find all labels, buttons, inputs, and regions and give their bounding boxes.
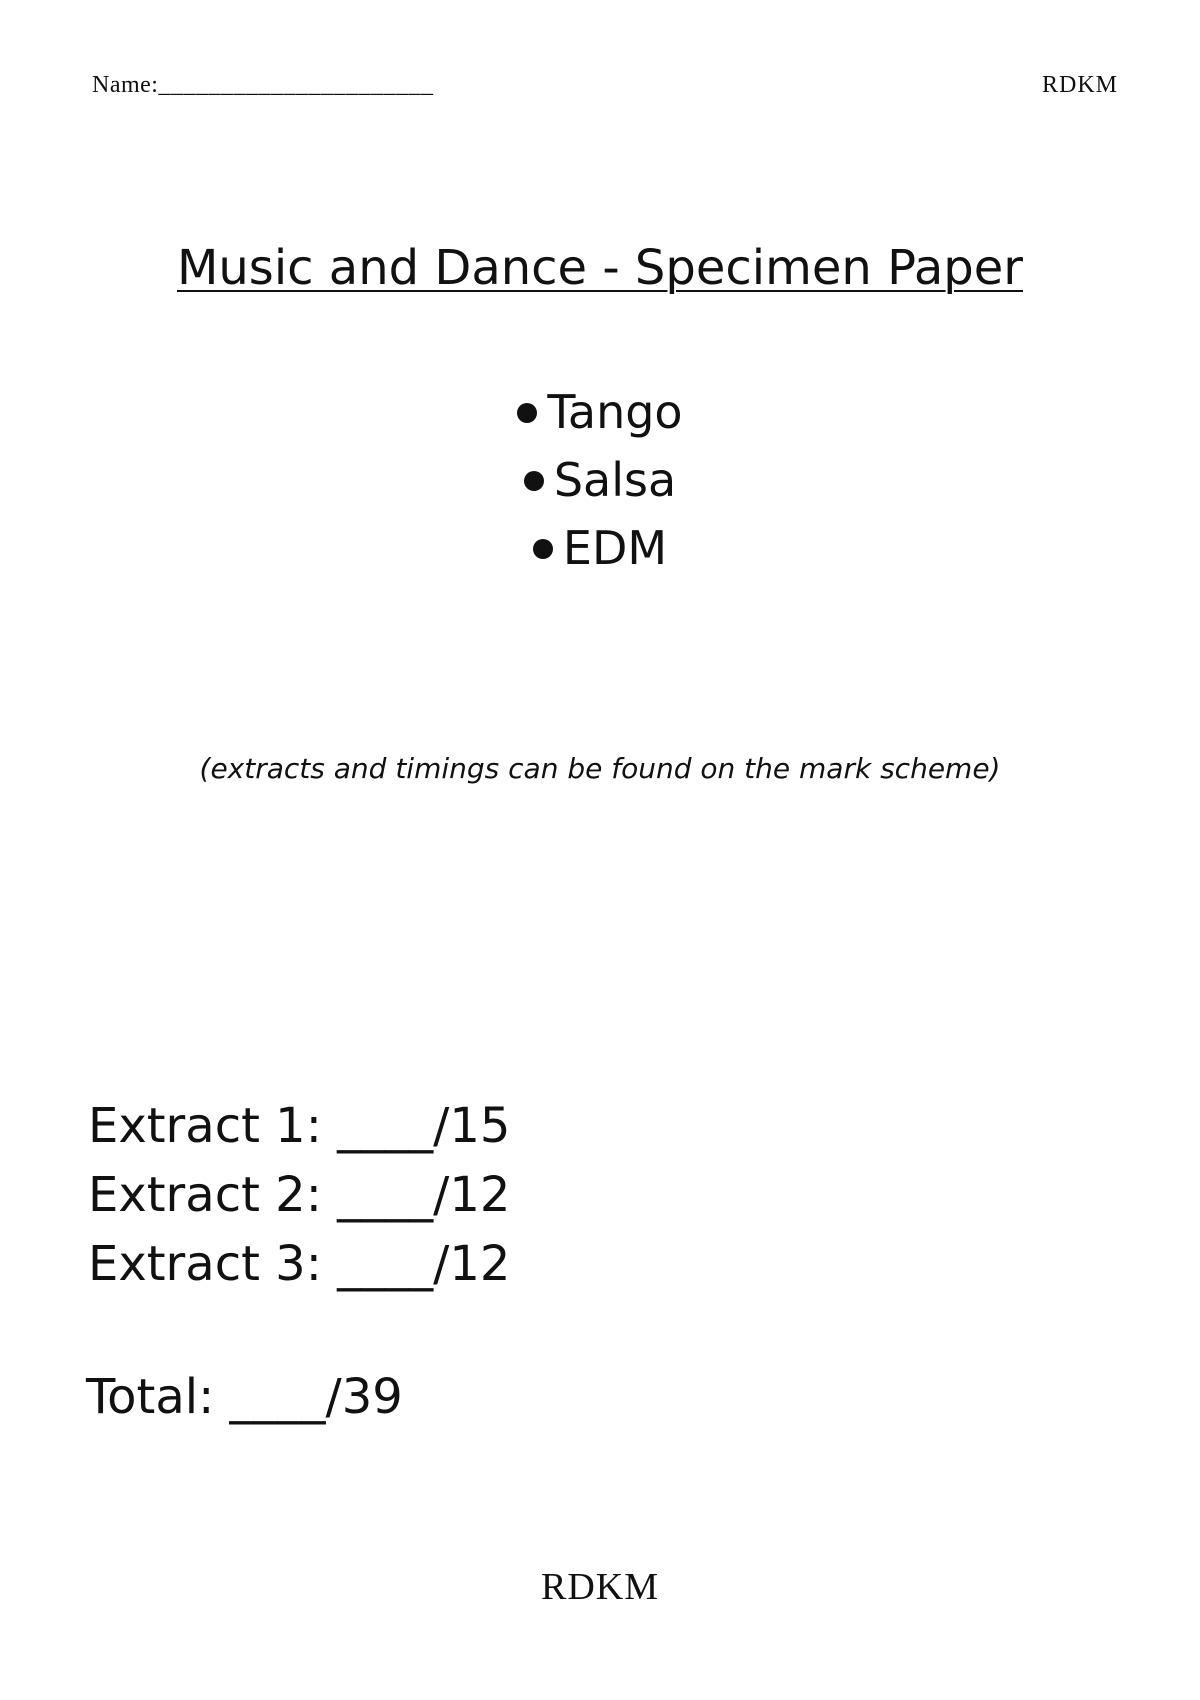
total-score-line: Total: ____/39: [86, 1369, 403, 1425]
footer-code: RDKM: [540, 1566, 660, 1608]
bullet-icon: [524, 471, 544, 491]
topic-item: [0, 378, 1200, 446]
topic-item: [0, 446, 1200, 514]
topic-list: [0, 378, 1200, 582]
page-title: Music and Dance - Specimen Paper: [176, 240, 1024, 296]
extract-score-line: Extract 1: ____/15: [88, 1098, 511, 1154]
topic-item: [0, 514, 1200, 582]
extract-scores: [88, 1092, 510, 1299]
topic-label: Salsa: [553, 453, 677, 507]
topic-label: EDM: [562, 521, 668, 575]
topic-label: Tango: [547, 385, 683, 439]
mark-scheme-note: (extracts and timings can be found on the mark scheme): [199, 752, 1001, 785]
bullet-icon: [517, 403, 537, 423]
name-field-label: Name:______________________: [92, 72, 434, 98]
header-code: RDKM: [1041, 72, 1118, 98]
bullet-icon: [533, 539, 553, 559]
extract-score-line: Extract 3: ____/12: [88, 1236, 511, 1292]
extract-score-line: Extract 2: ____/12: [88, 1167, 511, 1223]
